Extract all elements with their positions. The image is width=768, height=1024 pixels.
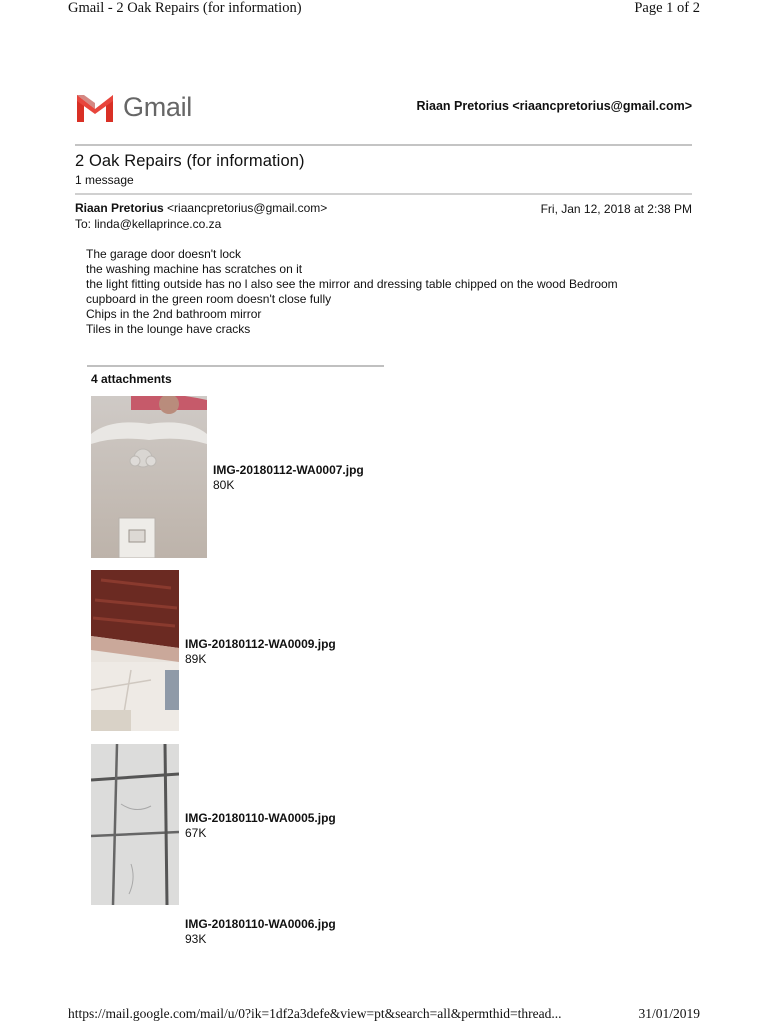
thread-subject: 2 Oak Repairs (for information): [75, 152, 305, 170]
attachment-name-2[interactable]: IMG-20180112-WA0009.jpg: [185, 637, 336, 651]
gmail-logo-text: Gmail: [123, 92, 193, 122]
attachment-name-3[interactable]: IMG-20180110-WA0005.jpg: [185, 811, 336, 825]
body-line: cupboard in the green room doesn't close fully: [86, 292, 332, 306]
attachment-size-3: 67K: [185, 826, 207, 840]
print-page-title: Gmail - 2 Oak Repairs (for information): [68, 0, 302, 16]
body-line: The garage door doesn't lock: [86, 247, 242, 261]
sender-name: Riaan Pretorius: [75, 201, 164, 215]
subject-divider: [75, 193, 692, 195]
message-body: [86, 247, 618, 337]
recipient-line: To: linda@kellaprince.co.za: [75, 217, 222, 231]
print-date: 31/01/2019: [638, 1006, 700, 1021]
attachments-heading: 4 attachments: [91, 372, 172, 386]
attachments-divider: [87, 365, 384, 367]
body-line: Tiles in the lounge have cracks: [86, 322, 251, 336]
gmail-m-icon: [75, 92, 115, 122]
header-divider: [75, 144, 692, 146]
attachment-thumbnail-1[interactable]: [91, 396, 207, 558]
print-url: https://mail.google.com/mail/u/0?ik=1df2a3defe&view=pt&search=all&permthid=thread...: [68, 1006, 562, 1021]
body-line: Chips in the 2nd bathroom mirror: [86, 307, 262, 321]
message-count: 1 message: [75, 173, 134, 187]
attachment-name-4[interactable]: IMG-20180110-WA0006.jpg: [185, 917, 336, 931]
attachment-thumbnail-2[interactable]: [91, 570, 179, 731]
sender-line: [75, 201, 327, 215]
print-header: [0, 0, 768, 20]
attachment-thumbnail-3[interactable]: [91, 744, 179, 905]
body-line: the washing machine has scratches on it: [86, 262, 303, 276]
print-page-number: Page 1 of 2: [634, 0, 700, 16]
body-line: the light fitting outside has no l also see the mirror and dressing table chipped on the wood Bedroom: [86, 277, 618, 291]
attachment-size-1: 80K: [213, 478, 235, 492]
attachment-name-1[interactable]: IMG-20180112-WA0007.jpg: [213, 463, 364, 477]
account-identity: Riaan Pretorius <riaancpretorius@gmail.com>: [416, 99, 692, 113]
gmail-logo: [75, 90, 192, 124]
message-date: Fri, Jan 12, 2018 at 2:38 PM: [540, 202, 692, 216]
attachment-size-2: 89K: [185, 652, 207, 666]
attachment-size-4: 93K: [185, 932, 207, 946]
sender-email: <riaancpretorius@gmail.com>: [167, 201, 328, 215]
